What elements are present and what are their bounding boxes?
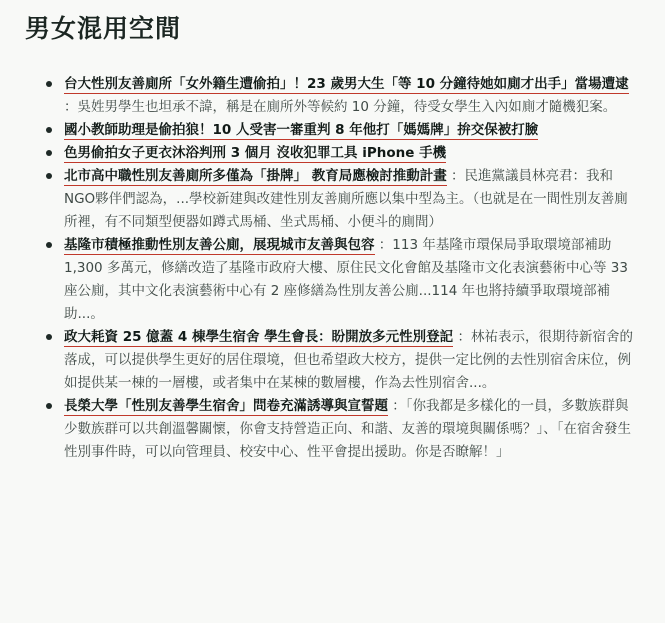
summary-text: ：民進黨議員林亮君：我和NGO夥伴們認為，...學校新建與改建性別友善廁所應以集中型為主。（也就是在一間性別友善廁所裡，有不同類型便器如蹲式馬桶、坐式馬桶、小便斗的廁間） <box>64 168 628 230</box>
summary-text: ：「你我都是多樣化的一員，多數族群與少數族群可以共創溫馨關懷，你會支持營造正向、和諧、友善的環境與關係嗎？」、「在宿舍發生性別事件時，可以向管理員、校安中心、性平會提出援助。你是否瞭解！」 <box>64 398 631 460</box>
headline-link[interactable]: 國小教師助理是偷拍狼！10 人受害一審重判 8 年他打「媽媽牌」拚交保被打臉 <box>64 122 539 138</box>
headline-link[interactable]: 基隆市積極推動性別友善公廁，展現城市友善與包容 <box>64 237 375 253</box>
list-item <box>64 326 637 395</box>
summary-text: ：113 年基隆市環保局爭取環境部補助 1,300 多萬元，修繕改造了基隆市政府大樓、原住民文化會館及基隆市文化表演藝術中心等 33 座公廁，其中文化表演藝術中心有 2 座修繕為性別友善公廁...114 年也將持續爭取環境部補助...。 <box>64 237 628 322</box>
headline-link[interactable]: 色男偷拍女子更衣沐浴判刑 3 個月 沒收犯罪工具 iPhone 手機 <box>64 145 447 161</box>
headline-link[interactable]: 北市高中職性別友善廁所多僅為「掛牌」 教育局應檢討推動計畫 <box>64 168 447 184</box>
list-item <box>64 142 637 165</box>
summary-text: ：林祐表示，很期待新宿舍的落成，可以提供學生更好的居住環境，但也希望政大校方，提供一定比例的去性別宿舍床位，例如提供某一棟的一層樓，或者集中在某棟的數層樓，作為去性別宿舍...。 <box>64 329 633 391</box>
list-item <box>64 73 637 119</box>
headline-link[interactable]: 台大性別友善廁所「女外籍生遭偷拍」！23 歲男大生「等 10 分鐘待她如廁才出手」當場遭逮 <box>64 76 629 92</box>
headline-link[interactable]: 政大耗資 25 億蓋 4 棟學生宿舍 學生會長：盼開放多元性別登記 <box>64 329 454 345</box>
list-item <box>64 234 637 326</box>
headline-link[interactable]: 長榮大學「性別友善學生宿舍」問卷充滿誘導與宣誓題 <box>64 398 388 414</box>
summary-text: ：吳姓男學生也坦承不諱，稱是在廁所外等候約 10 分鐘，待受女學生入內如廁才隨機犯案。 <box>64 99 617 115</box>
section-title: 男女混用空間 <box>25 14 182 43</box>
list-item <box>64 165 637 234</box>
news-list <box>25 73 637 464</box>
list-item <box>64 119 637 142</box>
list-item <box>64 395 637 464</box>
